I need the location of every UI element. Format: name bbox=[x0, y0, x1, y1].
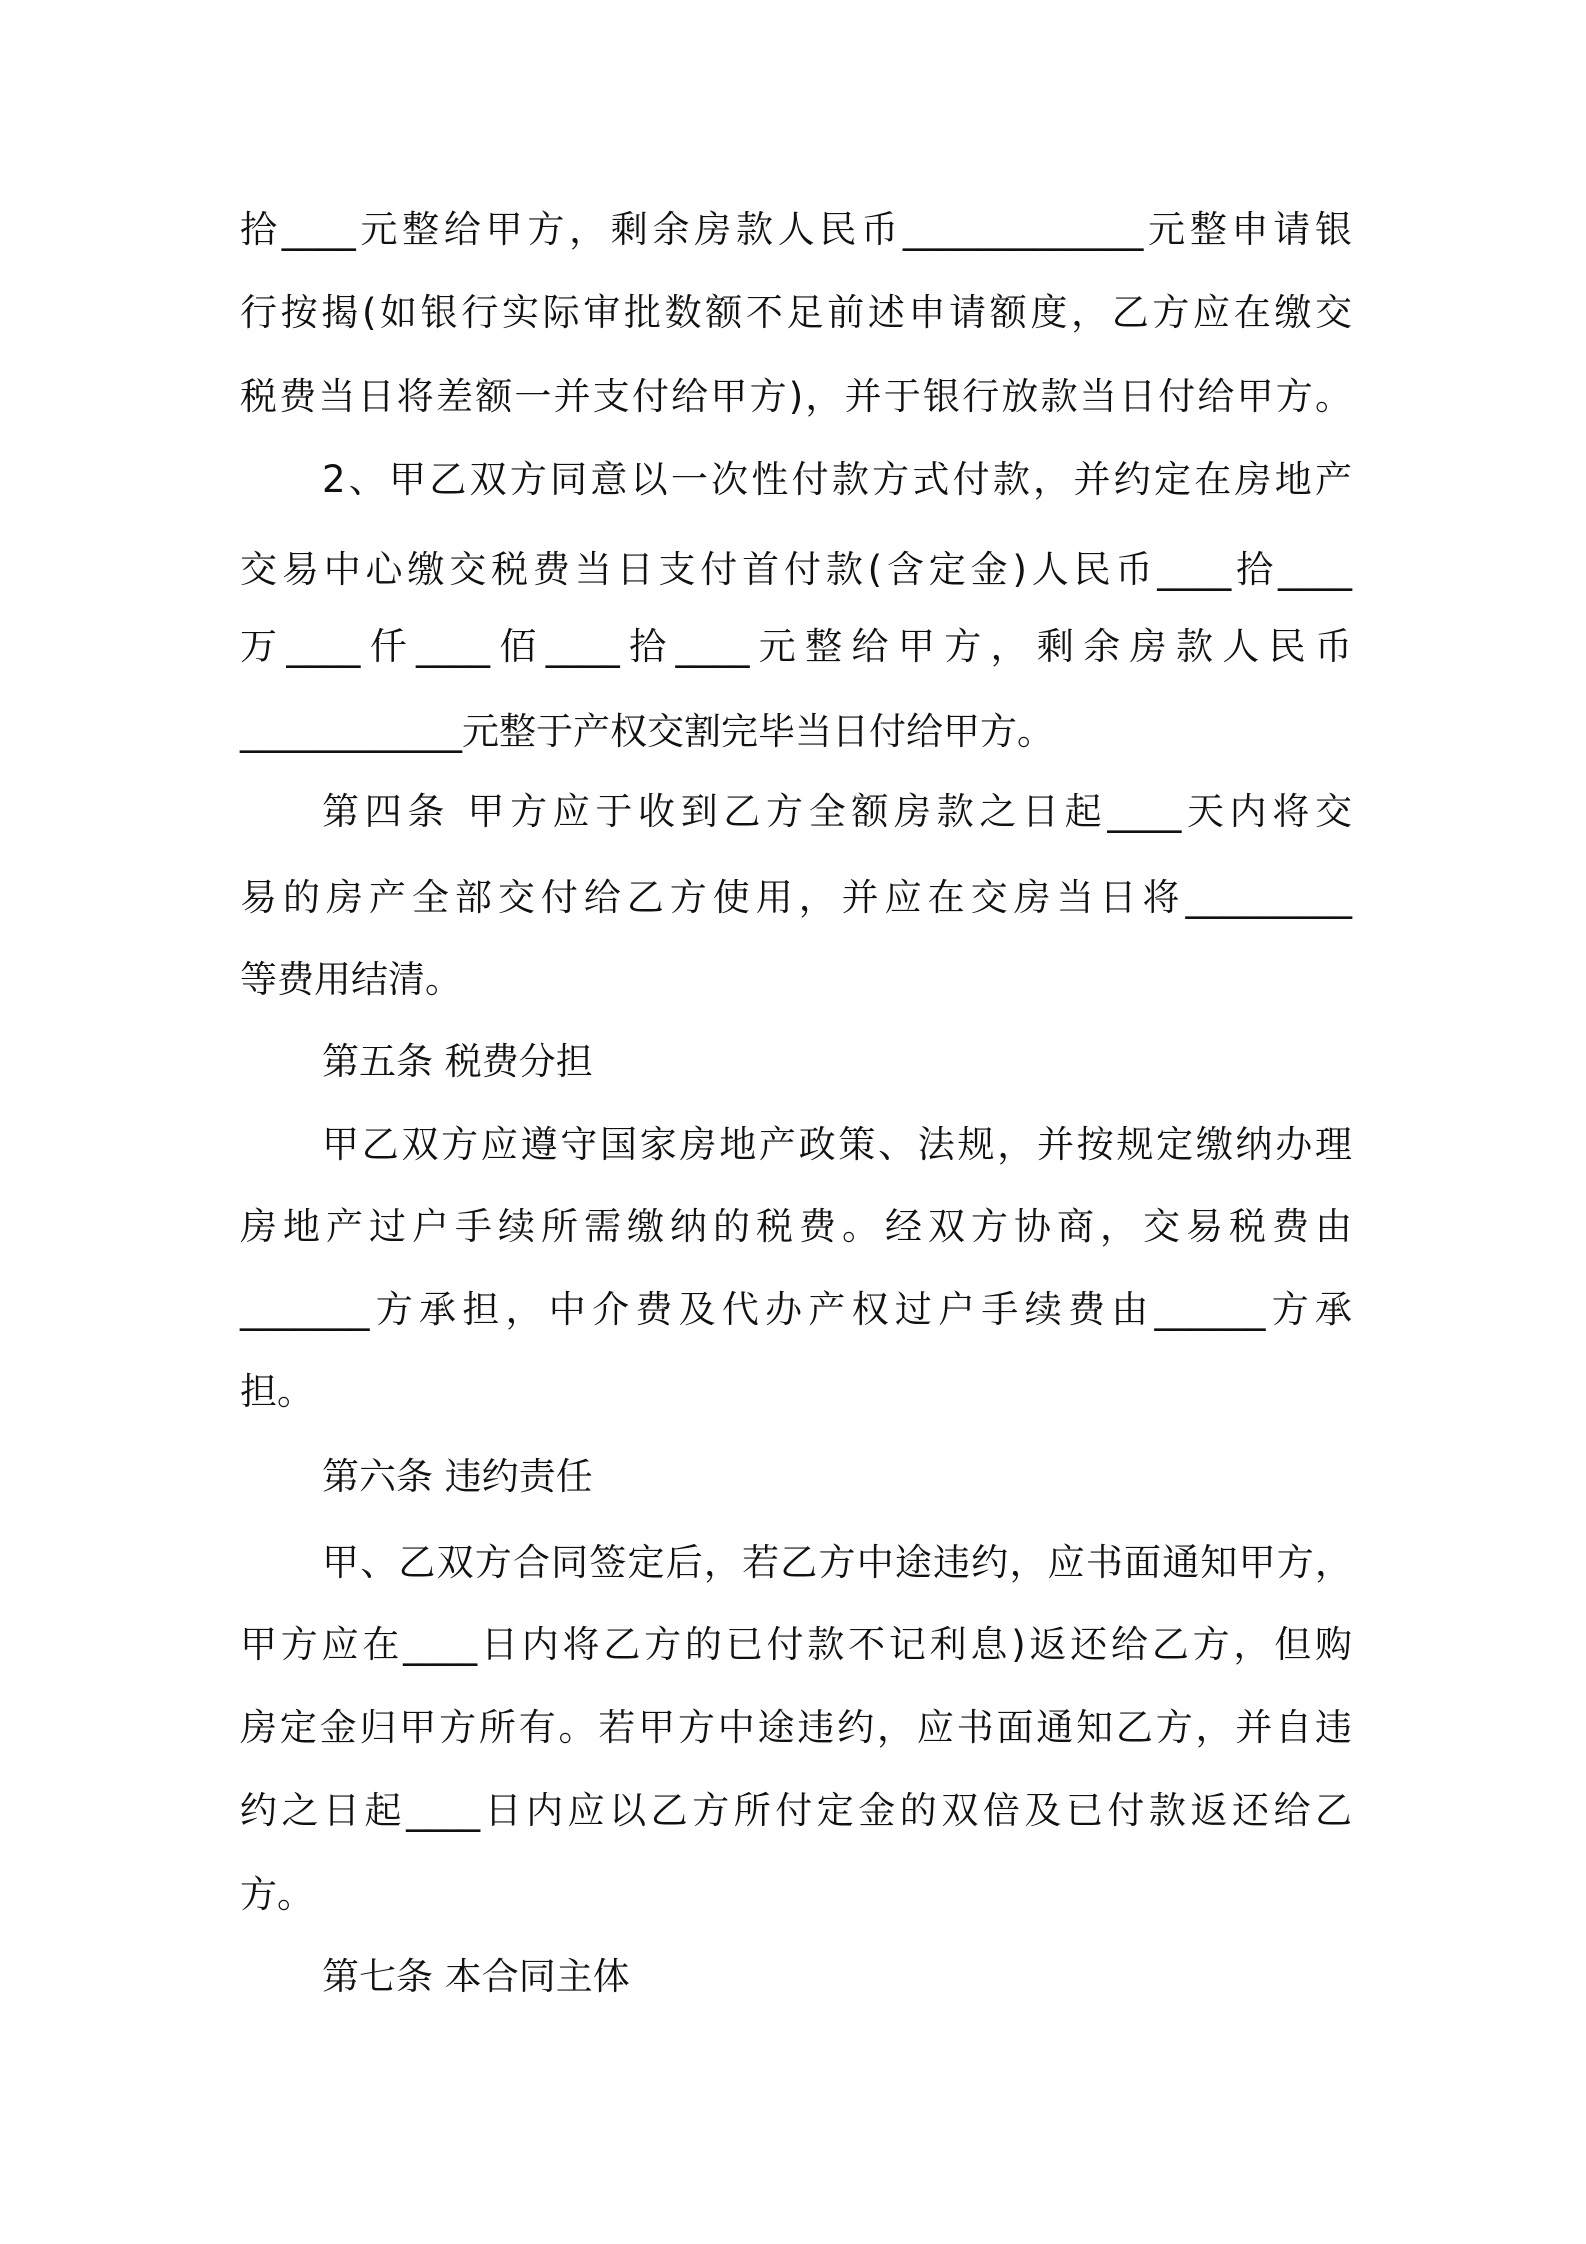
text-line-15: 担。 bbox=[240, 1370, 314, 1413]
text-line-4: 2、甲乙双方同意以一次性付款方式付款，并约定在房地产 bbox=[322, 458, 1352, 501]
section-5-heading: 第五条 税费分担 bbox=[322, 1040, 593, 1083]
text-line-19: 房定金归甲方所有。若甲方中途违约，应书面通知乙方，并自违 bbox=[240, 1706, 1352, 1749]
text-line-1: 拾____元整给甲方，剩余房款人民币_____________元整申请银 bbox=[240, 208, 1352, 251]
text-line-7: ____________元整于产权交割完毕当日付给甲方。 bbox=[240, 710, 1054, 753]
section-7-heading: 第七条 本合同主体 bbox=[322, 1955, 630, 1998]
text-line-5: 交易中心缴交税费当日支付首付款(含定金)人民币____拾____ bbox=[240, 548, 1352, 591]
text-line-17: 甲、乙双方合同签定后，若乙方中途违约，应书面通知甲方， bbox=[322, 1541, 1352, 1584]
text-line-9: 易的房产全部交付给乙方使用，并应在交房当日将_________ bbox=[240, 876, 1352, 919]
text-line-12: 甲乙双方应遵守国家房地产政策、法规，并按规定缴纳办理 bbox=[322, 1123, 1352, 1166]
section-6-heading: 第六条 违约责任 bbox=[322, 1455, 593, 1498]
text-line-3: 税费当日将差额一并支付给甲方)，并于银行放款当日付给甲方。 bbox=[240, 375, 1352, 418]
text-line-18: 甲方应在____日内将乙方的已付款不记利息)返还给乙方，但购 bbox=[240, 1623, 1352, 1666]
text-line-20: 约之日起____日内应以乙方所付定金的双倍及已付款返还给乙 bbox=[240, 1789, 1352, 1832]
text-line-14: _______方承担，中介费及代办产权过户手续费由______方承 bbox=[240, 1288, 1352, 1331]
text-line-2: 行按揭(如银行实际审批数额不足前述申请额度，乙方应在缴交 bbox=[240, 291, 1352, 334]
text-line-6: 万____仟____佰____拾____元整给甲方，剩余房款人民币 bbox=[240, 625, 1352, 668]
text-line-13: 房地产过户手续所需缴纳的税费。经双方协商，交易税费由 bbox=[240, 1205, 1352, 1248]
text-line-10: 等费用结清。 bbox=[240, 958, 462, 1001]
section-4-heading-line: 第四条 甲方应于收到乙方全额房款之日起____天内将交 bbox=[322, 790, 1352, 833]
text-line-21: 方。 bbox=[240, 1873, 314, 1916]
